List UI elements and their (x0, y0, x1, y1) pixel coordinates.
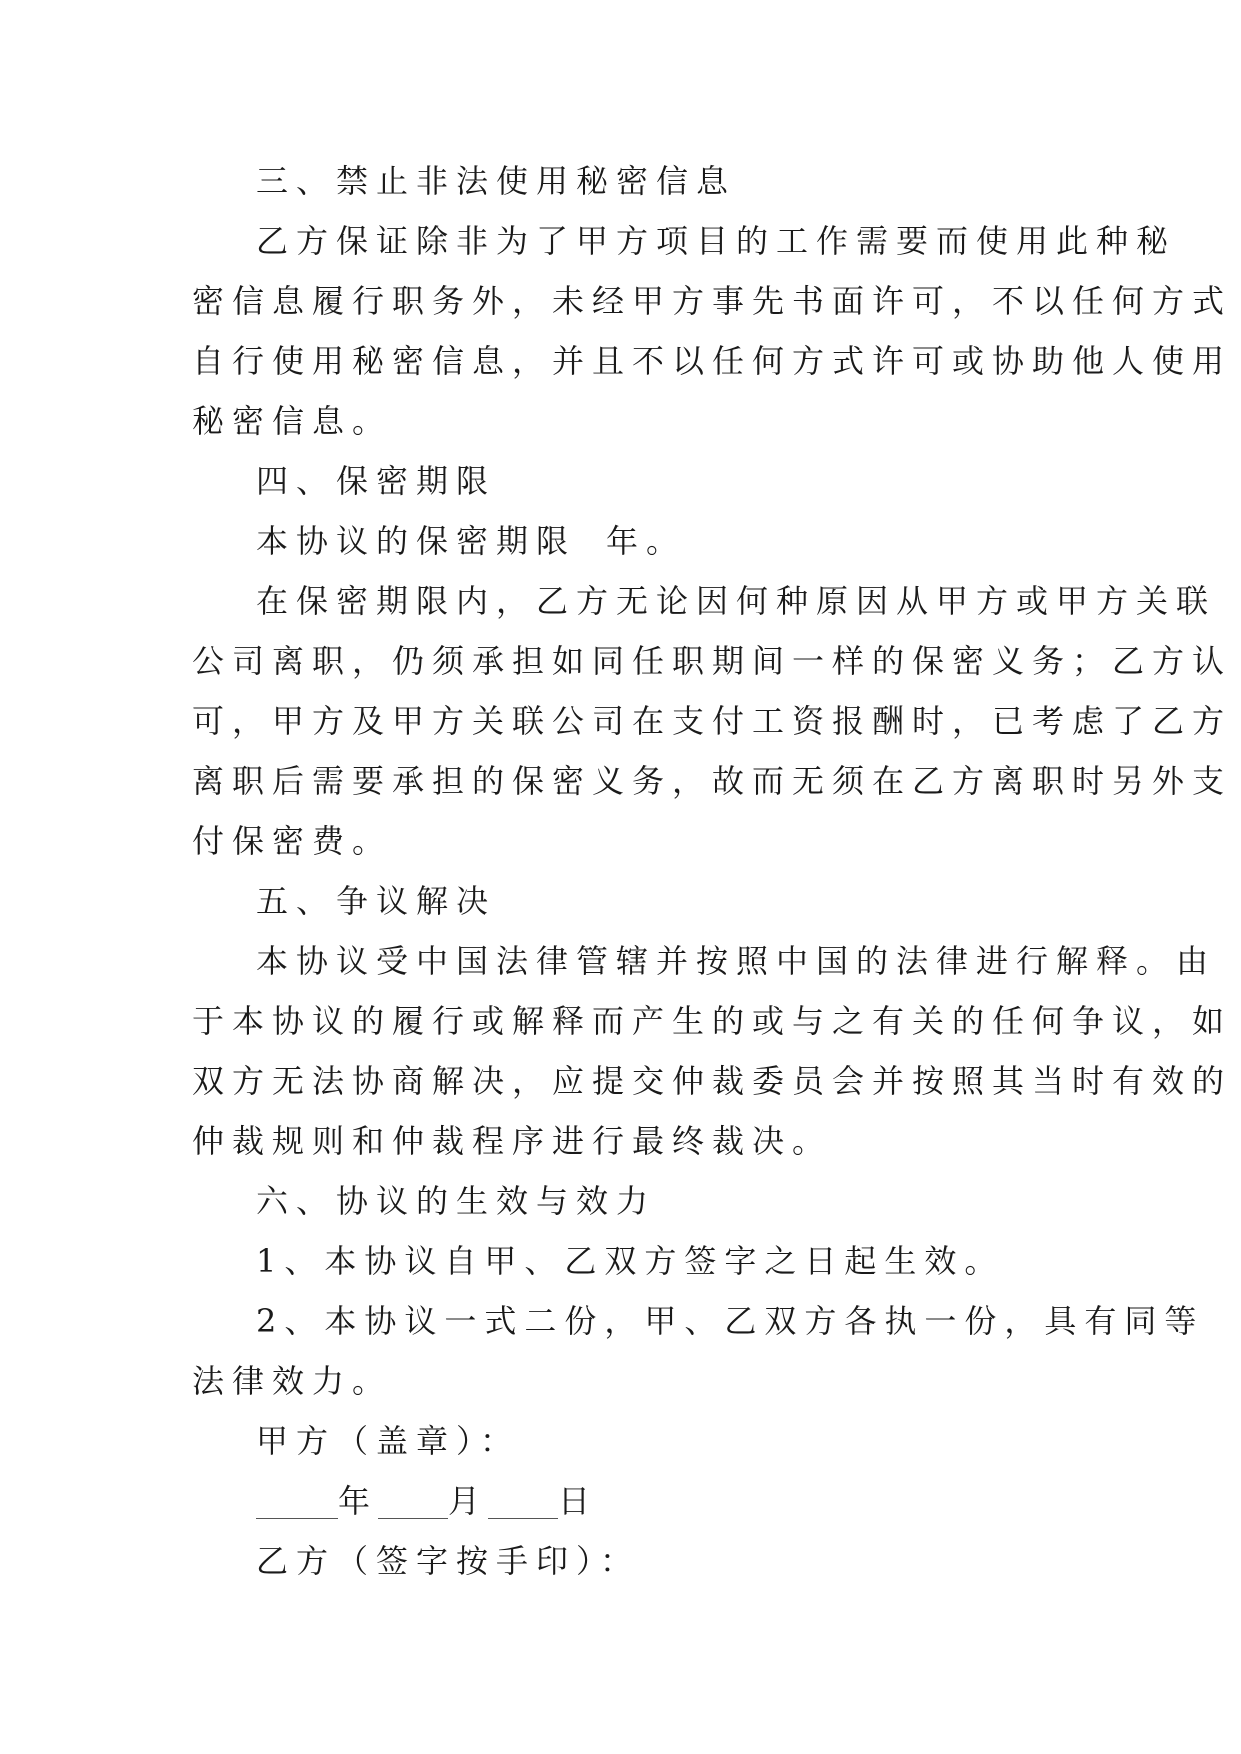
confidentiality-term-line (192, 511, 1052, 571)
month-blank[interactable] (378, 1480, 448, 1519)
year-label: 年 (338, 1482, 379, 1520)
paragraph-line: 可，甲方及甲方关联公司在支付工资报酬时，已考虑了乙方 (192, 702, 1233, 740)
term-text-before: 本协议的保密期限 (256, 522, 577, 560)
paragraph-line: 秘密信息。 (192, 402, 393, 440)
paragraph-line: 离职后需要承担的保密义务，故而无须在乙方离职时另外支 (192, 762, 1233, 800)
party-b-signature-label: 乙方（签字按手印）： (256, 1542, 641, 1580)
section-heading-6: 六、协议的生效与效力 (256, 1182, 657, 1220)
year-blank[interactable] (256, 1480, 338, 1519)
paragraph-line: 在保密期限内，乙方无论因何种原因从甲方或甲方关联 (256, 582, 1217, 620)
paragraph-line: 自行使用秘密信息，并且不以任何方式许可或协助他人使用 (192, 342, 1233, 380)
paragraph-line: 双方无法协商解决，应提交仲裁委员会并按照其当时有效的 (192, 1062, 1233, 1100)
clause-2: 2、本协议一式二份，甲、乙双方各执一份，具有同等 (256, 1302, 1205, 1340)
section-heading-5: 五、争议解决 (256, 882, 497, 920)
month-label: 月 (448, 1482, 489, 1520)
section-heading-3: 三、禁止非法使用秘密信息 (256, 162, 737, 200)
section-heading-4: 四、保密期限 (256, 462, 497, 500)
party-a-signature-label: 甲方（盖章）： (256, 1422, 521, 1460)
clause-1: 1、本协议自甲、乙双方签字之日起生效。 (256, 1242, 1005, 1280)
day-label: 日 (558, 1482, 599, 1520)
paragraph-line: 密信息履行职务外，未经甲方事先书面许可，不以任何方式 (192, 282, 1233, 320)
paragraph-line: 付保密费。 (192, 822, 393, 860)
paragraph-line: 法律效力。 (192, 1362, 393, 1400)
paragraph-line: 本协议受中国法律管辖并按照中国的法律进行解释。由 (256, 942, 1217, 980)
term-text-after: 年。 (606, 522, 687, 560)
day-blank[interactable] (488, 1480, 558, 1519)
date-line (192, 1471, 1052, 1531)
paragraph-line: 仲裁规则和仲裁程序进行最终裁决。 (192, 1122, 833, 1160)
paragraph-line: 公司离职，仍须承担如同任职期间一样的保密义务；乙方认 (192, 642, 1233, 680)
paragraph-line: 乙方保证除非为了甲方项目的工作需要而使用此种秘 (256, 222, 1177, 260)
paragraph-line: 于本协议的履行或解释而产生的或与之有关的任何争议，如 (192, 1002, 1233, 1040)
document-page (192, 151, 1233, 1591)
